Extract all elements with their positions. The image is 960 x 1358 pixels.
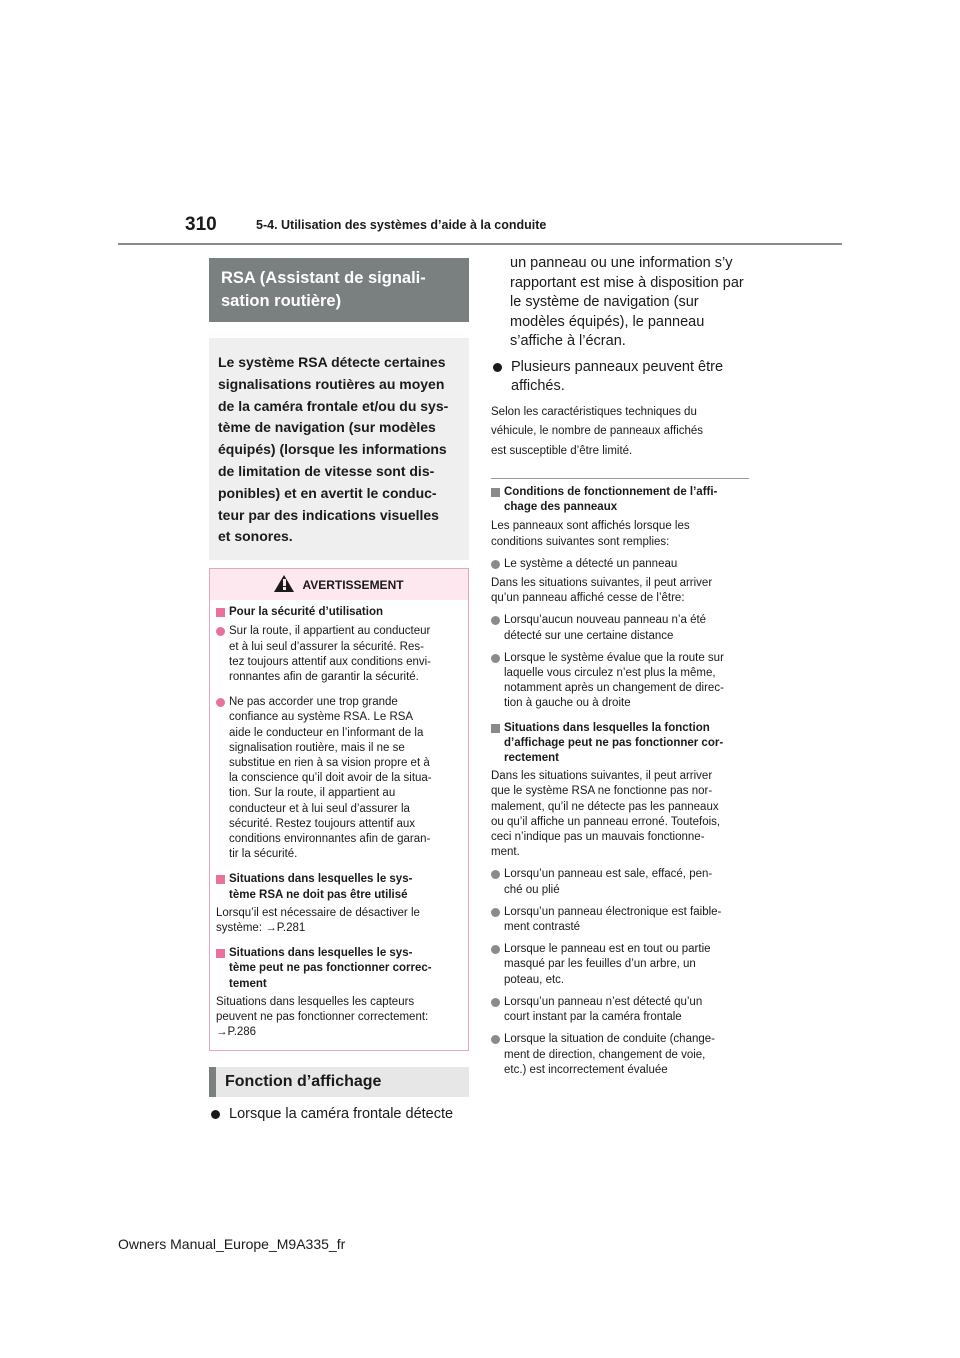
text-line: modèles équipés), le panneau bbox=[510, 313, 705, 330]
bullet-text: Le système a détecté un panneau bbox=[504, 557, 678, 570]
warning-bullet bbox=[216, 695, 461, 862]
intro-line: de limitation de vitesse sont dis- bbox=[218, 462, 435, 479]
page-reference-link[interactable]: système: →P.281 bbox=[216, 922, 306, 935]
subheading-line: tème RSA ne doit pas être utilisé bbox=[229, 888, 408, 901]
rsa-title-line: RSA (Assistant de signali- bbox=[221, 269, 426, 287]
bullet-line: Lorsqu’un panneau n’est détecté qu’un bbox=[504, 995, 703, 1008]
square-bullet-icon bbox=[216, 875, 225, 884]
aucun-bullet bbox=[491, 613, 749, 643]
bullet-line: court instant par la caméra frontale bbox=[504, 1011, 682, 1024]
bullet-line: tion à gauche ou à droite bbox=[504, 697, 631, 710]
text-line: est susceptible d’être limité. bbox=[491, 444, 633, 457]
heading-line: Conditions de fonctionnement de l’affi- bbox=[504, 486, 718, 498]
situations-heading bbox=[491, 721, 749, 767]
text-line: malement, qu’il ne détecte pas les panneaux bbox=[491, 800, 719, 813]
heading-line: chage des panneaux bbox=[504, 501, 618, 514]
bullet-line: la conscience qu’il doit avoir de la situa- bbox=[229, 772, 432, 785]
bullet-line: laquelle vous circulez n’est plus la même, bbox=[504, 667, 716, 680]
text-line: ment. bbox=[491, 846, 520, 859]
subheading-text: Pour la sécurité d’utilisation bbox=[229, 606, 384, 619]
situation-conduite-bullet bbox=[491, 1032, 749, 1078]
bullet-text: Lorsque la caméra frontale détecte bbox=[229, 1106, 454, 1123]
intro-line: teur par des indications visuelles bbox=[218, 506, 439, 523]
warning-paragraph bbox=[216, 906, 461, 936]
fonction-affichage-heading: Fonction d’affichage bbox=[209, 1067, 469, 1097]
situations-paragraph bbox=[491, 769, 749, 860]
text-line: Dans les situations suivantes, il peut arriver bbox=[491, 770, 713, 783]
round-bullet-icon bbox=[491, 945, 500, 954]
bullet-line: ronnantes afin de garantir la sécurité. bbox=[229, 670, 419, 683]
bullet-line: Ne pas accorder une trop grande bbox=[229, 696, 398, 709]
text-line: Dans les situations suivantes, il peut arriver bbox=[491, 577, 713, 590]
intro-line: Le système RSA détecte certaines bbox=[218, 354, 446, 370]
bullet-line: conditions environnantes afin de garan- bbox=[229, 833, 431, 846]
square-bullet-icon bbox=[491, 488, 500, 497]
heading-line: Situations dans lesquelles la fonction bbox=[504, 721, 710, 734]
text-line: Plusieurs panneaux peuvent être bbox=[511, 358, 724, 375]
round-bullet-icon bbox=[491, 870, 500, 879]
bullet-line: Lorsque le panneau est en tout ou partie bbox=[504, 943, 711, 956]
bullet-line: ment contrasté bbox=[504, 921, 581, 934]
electronique-bullet bbox=[491, 905, 749, 935]
masque-bullet bbox=[491, 942, 749, 988]
bullet-line: Lorsqu’un panneau électronique est faible- bbox=[504, 905, 722, 918]
cesse-paragraph bbox=[491, 576, 749, 606]
text-line: ceci n’indique pas un mauvais fonctionne- bbox=[491, 831, 705, 844]
square-bullet-icon bbox=[216, 949, 225, 958]
round-bullet-icon bbox=[211, 1110, 220, 1119]
warning-subheading bbox=[216, 946, 461, 992]
round-bullet-icon bbox=[493, 363, 502, 372]
bullet-line: tion. Sur la route, il appartient au bbox=[229, 787, 396, 800]
conditions-paragraph bbox=[491, 519, 749, 549]
rsa-section-heading bbox=[209, 258, 469, 322]
detect-bullet bbox=[491, 557, 749, 572]
sale-bullet bbox=[491, 867, 749, 897]
warning-paragraph bbox=[216, 995, 461, 1041]
text-line: conditions suivantes sont remplies: bbox=[491, 535, 670, 548]
left-column bbox=[209, 258, 469, 1125]
subheading-line: tement bbox=[229, 977, 267, 990]
warning-subheading bbox=[216, 872, 461, 902]
round-bullet-icon bbox=[491, 998, 500, 1007]
bullet-line: masqué par les feuilles d’un arbre, un bbox=[504, 958, 696, 971]
bullet-line: Lorsqu’aucun nouveau panneau n’a été bbox=[504, 614, 707, 627]
bullet-line: aide le conducteur en l’informant de la bbox=[229, 726, 424, 739]
bullet-line: Lorsqu’un panneau est sale, effacé, pen- bbox=[504, 868, 713, 881]
text-line: le système de navigation (sur bbox=[510, 294, 699, 310]
round-bullet-icon bbox=[491, 560, 500, 569]
instant-bullet bbox=[491, 995, 749, 1025]
divider bbox=[491, 478, 749, 479]
intro-line: et sonores. bbox=[218, 528, 293, 545]
paragraph-line: Situations dans lesquelles les capteurs bbox=[216, 995, 415, 1008]
right-column bbox=[491, 254, 749, 1078]
square-bullet-icon bbox=[491, 724, 500, 733]
intro-line: tème de navigation (sur modèles bbox=[218, 419, 436, 436]
intro-line: équipés) (lorsque les informations bbox=[218, 441, 447, 458]
warning-bullet bbox=[216, 624, 461, 685]
bullet-line: poteau, etc. bbox=[504, 973, 565, 986]
intro-box bbox=[209, 338, 469, 560]
round-bullet-icon bbox=[491, 908, 500, 917]
rsa-title-line: sation routière) bbox=[221, 292, 342, 310]
section-title: 5-4. Utilisation des systèmes d’aide à la conduite bbox=[256, 218, 547, 232]
bullet-line: etc.) est incorrectement évaluée bbox=[504, 1063, 668, 1076]
bullet-line: ché ou plié bbox=[504, 883, 560, 896]
text-line: Les panneaux sont affichés lorsque les bbox=[491, 520, 690, 533]
bullet-line: Lorsque la situation de conduite (change- bbox=[504, 1033, 715, 1046]
text-line: véhicule, le nombre de panneaux affichés bbox=[491, 425, 704, 437]
bullet-line: substitue en rien à sa vision propre et à bbox=[229, 757, 430, 769]
intro-line: de la caméra frontale et/ou du sys- bbox=[218, 397, 449, 414]
bullet-line: et à lui seul d’assurer la sécurité. Res- bbox=[229, 640, 424, 653]
text-line: un panneau ou une information s’y bbox=[510, 255, 733, 271]
paragraph-line: peuvent ne pas fonctionner correctement: bbox=[216, 1011, 429, 1024]
heading-line: rectement bbox=[504, 752, 559, 765]
bullet-line: ment de direction, changement de voie, bbox=[504, 1048, 706, 1061]
subheading-line: tème peut ne pas fonctionner correc- bbox=[229, 962, 432, 975]
camera-bullet bbox=[209, 1105, 469, 1125]
text-line: Selon les caractéristiques techniques du bbox=[491, 405, 697, 418]
bullet-line: notamment après un changement de direc- bbox=[504, 682, 724, 695]
round-bullet-icon bbox=[491, 654, 500, 663]
bullet-line: tez toujours attentif aux conditions envi- bbox=[229, 655, 432, 668]
bullet-line: Sur la route, il appartient au conducteur bbox=[229, 625, 431, 638]
bullet-line: sécurité. Restez toujours attentif aux bbox=[229, 817, 416, 830]
warning-box bbox=[209, 568, 469, 1051]
bullet-line: conducteur et à lui seul d’assurer la bbox=[229, 802, 410, 815]
continued-text bbox=[491, 254, 749, 352]
intro-line: signalisations routières au moyen bbox=[218, 375, 445, 392]
subheading-line: Situations dans lesquelles le sys- bbox=[229, 947, 413, 960]
route-bullet bbox=[491, 651, 749, 712]
text-line: ou qu’il affiche un panneau erroné. Toutefois, bbox=[491, 815, 721, 828]
round-bullet-icon bbox=[216, 627, 225, 636]
bullet-line: tir la sécurité. bbox=[229, 848, 298, 861]
text-line: qu’un panneau affiché cesse de l’être: bbox=[491, 592, 685, 605]
subheading-line: Situations dans lesquelles le sys- bbox=[229, 873, 413, 886]
intro-line: ponibles) et en avertit le conduc- bbox=[218, 484, 437, 501]
bullet-line: signalisation routière, mais il ne se bbox=[229, 741, 405, 754]
page-number: 310 bbox=[185, 214, 217, 235]
bullet-line: confiance au système RSA. Le RSA bbox=[229, 711, 414, 724]
warning-subheading bbox=[216, 605, 461, 620]
bullet-line: détecté sur une certaine distance bbox=[504, 629, 674, 642]
note-text bbox=[491, 403, 749, 462]
round-bullet-icon bbox=[216, 698, 225, 707]
paragraph-line: Lorsqu’il est nécessaire de désactiver le bbox=[216, 906, 420, 919]
text-line: rapportant est mise à disposition par bbox=[510, 274, 744, 291]
heading-line: d’affichage peut ne pas fonctionner cor- bbox=[504, 736, 724, 749]
text-line: que le système RSA ne fonctionne pas nor- bbox=[491, 785, 713, 798]
text-line: affichés. bbox=[511, 378, 565, 394]
square-bullet-icon bbox=[216, 608, 225, 617]
warning-header bbox=[210, 569, 468, 600]
bullet-line: Lorsque le système évalue que la route sur bbox=[504, 651, 724, 664]
warning-title: AVERTISSEMENT bbox=[302, 577, 404, 592]
warning-triangle-icon bbox=[274, 575, 294, 592]
round-bullet-icon bbox=[491, 616, 500, 625]
footer-text: Owners Manual_Europe_M9A335_fr bbox=[118, 1236, 346, 1252]
plusieurs-bullet bbox=[491, 358, 749, 397]
conditions-heading bbox=[491, 485, 749, 515]
page-reference-link[interactable]: →P.286 bbox=[216, 1026, 257, 1039]
header-rule bbox=[118, 243, 842, 245]
text-line: s’affiche à l’écran. bbox=[510, 333, 626, 349]
round-bullet-icon bbox=[491, 1035, 500, 1044]
